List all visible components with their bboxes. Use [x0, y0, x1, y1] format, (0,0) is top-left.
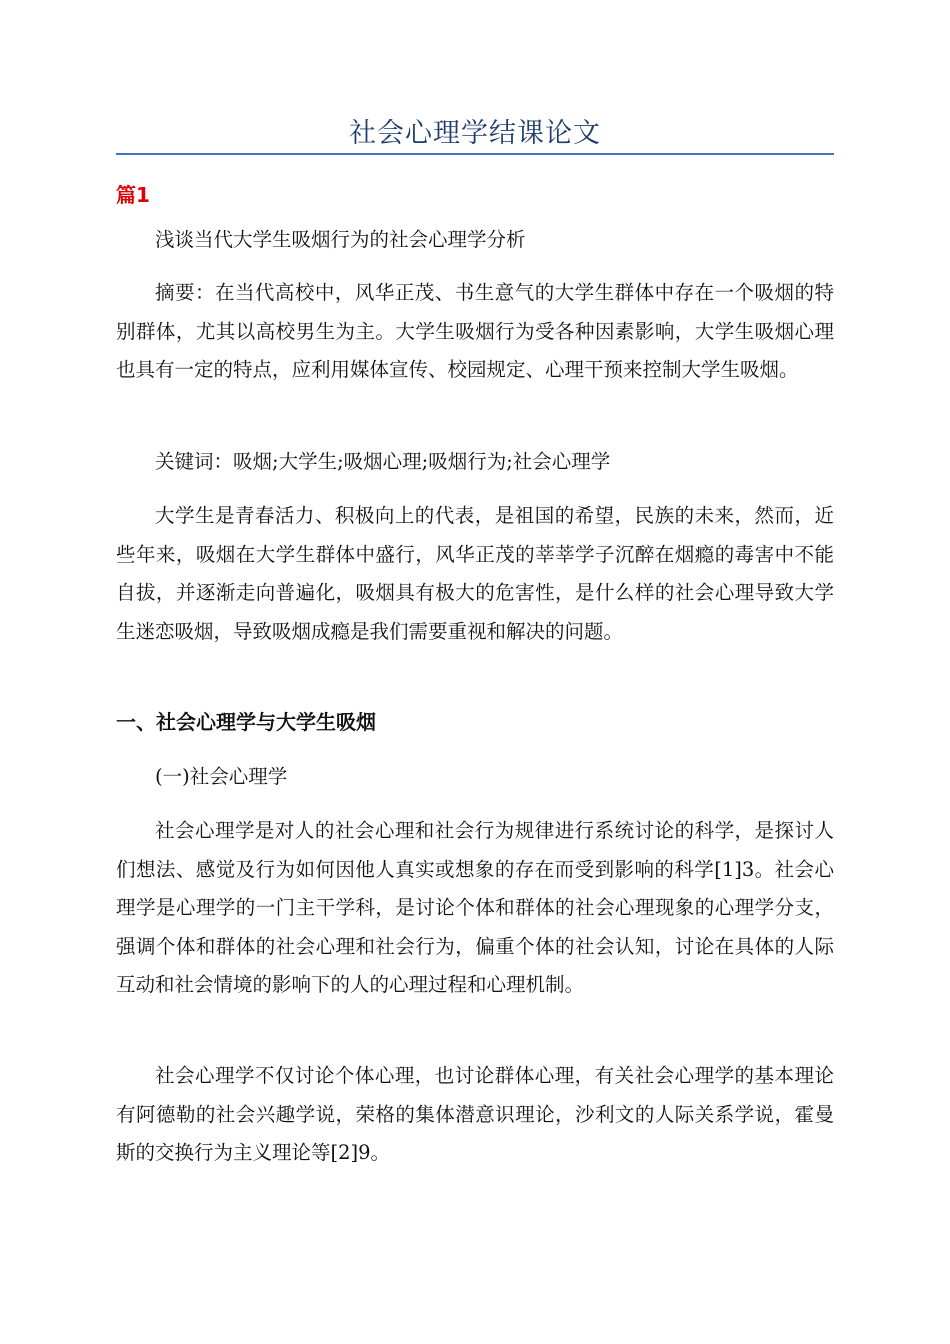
definition-paragraph: 社会心理学是对人的社会心理和社会行为规律进行系统讨论的科学，是探讨人们想法、感觉及行为如何因他人真实或想象的存在而受到影响的科学[1]3。社会心理学是心理学的一门主干学科，是讨论个体和群体的社会心理现象的心理学分支，强调个体和群体的社会心理和社会行为，偏重个体的社会认知，讨论在具体的人际互动和社会情境的影响下的人的心理过程和心理机制。	[116, 819, 834, 996]
part-label: 篇1	[116, 183, 150, 207]
title-underline	[116, 153, 834, 155]
subsection-heading: (一)社会心理学	[155, 765, 288, 788]
article-title: 浅谈当代大学生吸烟行为的社会心理学分析	[155, 228, 526, 251]
document-title: 社会心理学结课论文	[349, 118, 601, 149]
abstract-paragraph: 摘要：在当代高校中，风华正茂、书生意气的大学生群体中存在一个吸烟的特别群体，尤其以高校男生为主。大学生吸烟行为受各种因素影响，大学生吸烟心理也具有一定的特点，应利用媒体宣传、校园规定、心理干预来控制大学生吸烟。	[116, 281, 834, 381]
theories-paragraph: 社会心理学不仅讨论个体心理，也讨论群体心理，有关社会心理学的基本理论有阿德勒的社会兴趣学说，荣格的集体潜意识理论，沙利文的人际关系学说，霍曼斯的交换行为主义理论等[2]9。	[116, 1064, 834, 1164]
section-heading: 一、社会心理学与大学生吸烟	[116, 710, 376, 734]
keywords-paragraph: 关键词：吸烟;大学生;吸烟心理;吸烟行为;社会心理学	[155, 450, 611, 473]
intro-paragraph: 大学生是青春活力、积极向上的代表，是祖国的希望，民族的未来，然而，近些年来，吸烟在大学生群体中盛行，风华正茂的莘莘学子沉醉在烟瘾的毒害中不能自拔，并逐渐走向普遍化，吸烟具有极大的危害性，是什么样的社会心理导致大学生迷恋吸烟，导致吸烟成瘾是我们需要重视和解决的问题。	[116, 504, 834, 643]
